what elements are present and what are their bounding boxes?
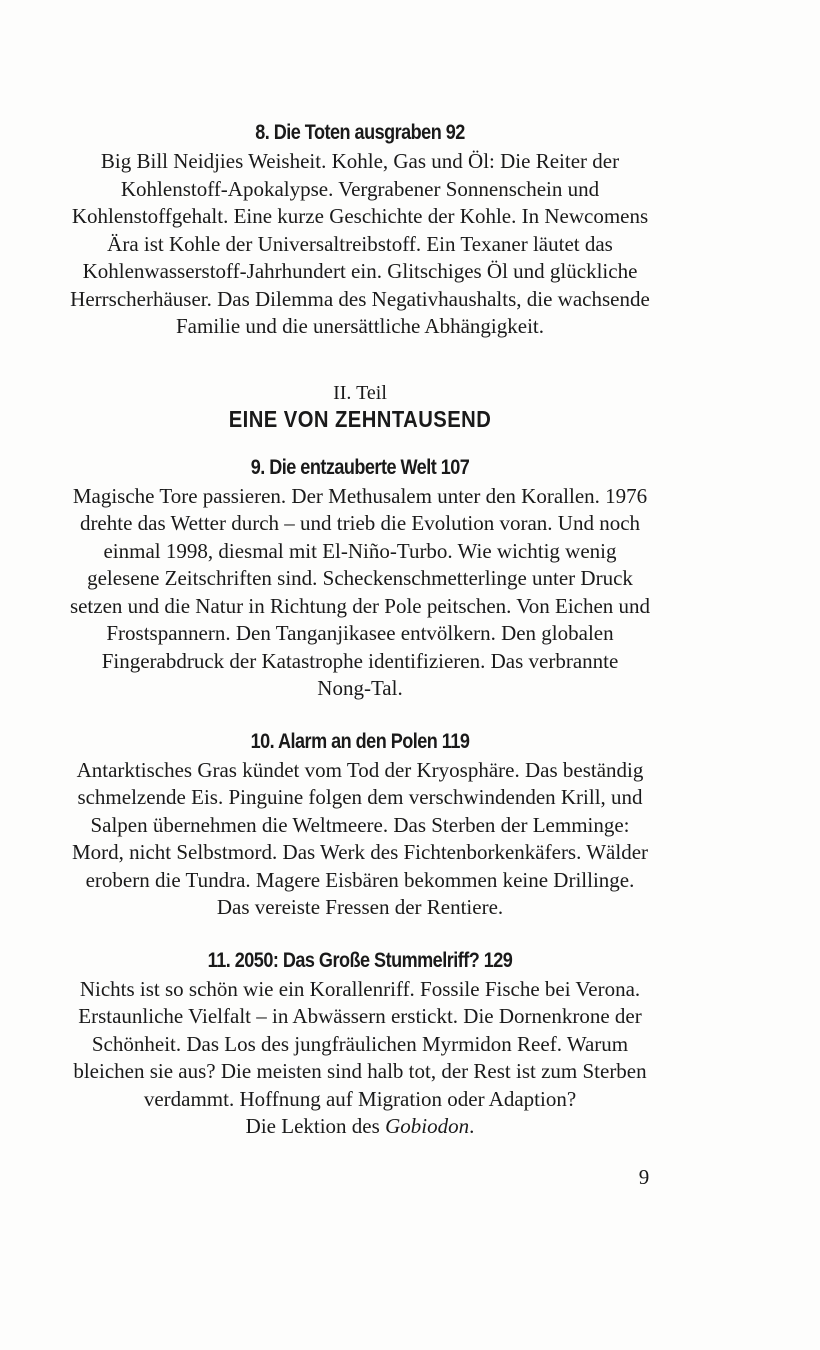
- summary-line: gelesene Zeitschriften sind. Scheckenschmetterlinge unter Druck: [87, 566, 633, 590]
- summary-line: verdammt. Hoffnung auf Migration oder Adaption?: [143, 1086, 577, 1111]
- summary-text: .: [469, 1114, 475, 1138]
- summary-line: Big Bill Neidjies Weisheit. Kohle, Gas und Öl: Die Reiter der: [100, 149, 620, 173]
- summary-line: setzen und die Natur in Richtung der Pole peitschen. Von Eichen und: [69, 593, 651, 618]
- summary-line: bleichen sie aus? Die meisten sind halb tot, der Rest ist zum Sterben: [73, 1059, 647, 1083]
- summary-line: Das vereiste Fressen der Rentiere.: [216, 895, 504, 919]
- chapter-11-summary: [48, 976, 672, 1141]
- summary-line: einmal 1998, diesmal mit El-Niño-Turbo. Wie wichtig wenig: [103, 538, 617, 563]
- chapter-9-summary: [48, 483, 672, 703]
- summary-line: drehte das Wetter durch – und trieb die Evolution voran. Und noch: [79, 511, 641, 535]
- chapter-8-summary: [48, 148, 672, 341]
- summary-line: Salpen übernehmen die Weltmeere. Das Sterben der Lemminge:: [90, 812, 630, 837]
- summary-line: Mord, nicht Selbstmord. Das Werk des Fichtenborkenkäfers. Wälder: [71, 840, 649, 864]
- chapter-11-heading: 11. 2050: Das Große Stummelriff? 129: [207, 948, 513, 972]
- chapter-10-summary: [48, 757, 672, 922]
- summary-line: Antarktisches Gras kündet vom Tod der Kryosphäre. Das beständig: [76, 757, 644, 782]
- summary-line: Familie und die unersättliche Abhängigkeit.: [175, 314, 544, 338]
- summary-line: Ära ist Kohle der Universaltreibstoff. Ein Texaner läutet das: [107, 231, 613, 256]
- summary-line: Herrscherhäuser. Das Dilemma des Negativhaushalts, die wachsende: [70, 286, 650, 311]
- summary-line: Schönheit. Das Los des jungfräulichen Myrmidon Reef. Warum: [91, 1031, 629, 1056]
- part-title: EINE VON ZEHNTAUSEND: [228, 405, 492, 432]
- summary-line: Nichts ist so schön wie ein Korallenriff. Fossile Fische bei Verona.: [79, 976, 641, 1001]
- summary-text: Die Lektion des: [245, 1114, 386, 1138]
- part-2-header: [48, 381, 672, 433]
- chapter-9-heading: 9. Die entzauberte Welt 107: [250, 455, 470, 479]
- summary-line: Frostspannern. Den Tanganjikasee entvölkern. Den globalen: [106, 621, 614, 645]
- summary-line: Kohlenstoff-Apokalypse. Vergrabener Sonnenschein und: [120, 176, 600, 201]
- summary-line: Erstaunliche Vielfalt – in Abwässern erstickt. Die Dornenkrone der: [78, 1004, 642, 1028]
- summary-line: Nong-Tal.: [317, 676, 403, 700]
- summary-line: Kohlenwasserstoff-Jahrhundert ein. Glitschiges Öl und glückliche: [82, 259, 638, 283]
- species-name: Gobiodon: [385, 1114, 470, 1138]
- chapter-8-heading: 8. Die Toten ausgraben 92: [255, 121, 465, 144]
- summary-line: erobern die Tundra. Magere Eisbären bekommen keine Drillinge.: [85, 867, 635, 892]
- summary-line: Fingerabdruck der Katastrophe identifizieren. Das verbrannte: [101, 648, 619, 673]
- page-number: 9: [638, 1165, 650, 1189]
- summary-line: Magische Tore passieren. Der Methusalem unter den Korallen. 1976: [72, 483, 648, 508]
- summary-line: Kohlenstoffgehalt. Eine kurze Geschichte der Kohle. In Newcomens: [71, 204, 649, 228]
- summary-last-line: [48, 1113, 672, 1141]
- chapter-10-heading: 10. Alarm an den Polen 119: [250, 729, 470, 753]
- summary-line: schmelzende Eis. Pinguine folgen dem verschwindenden Krill, und: [77, 785, 643, 809]
- part-label: II. Teil: [333, 381, 387, 404]
- table-of-contents: [48, 118, 672, 1141]
